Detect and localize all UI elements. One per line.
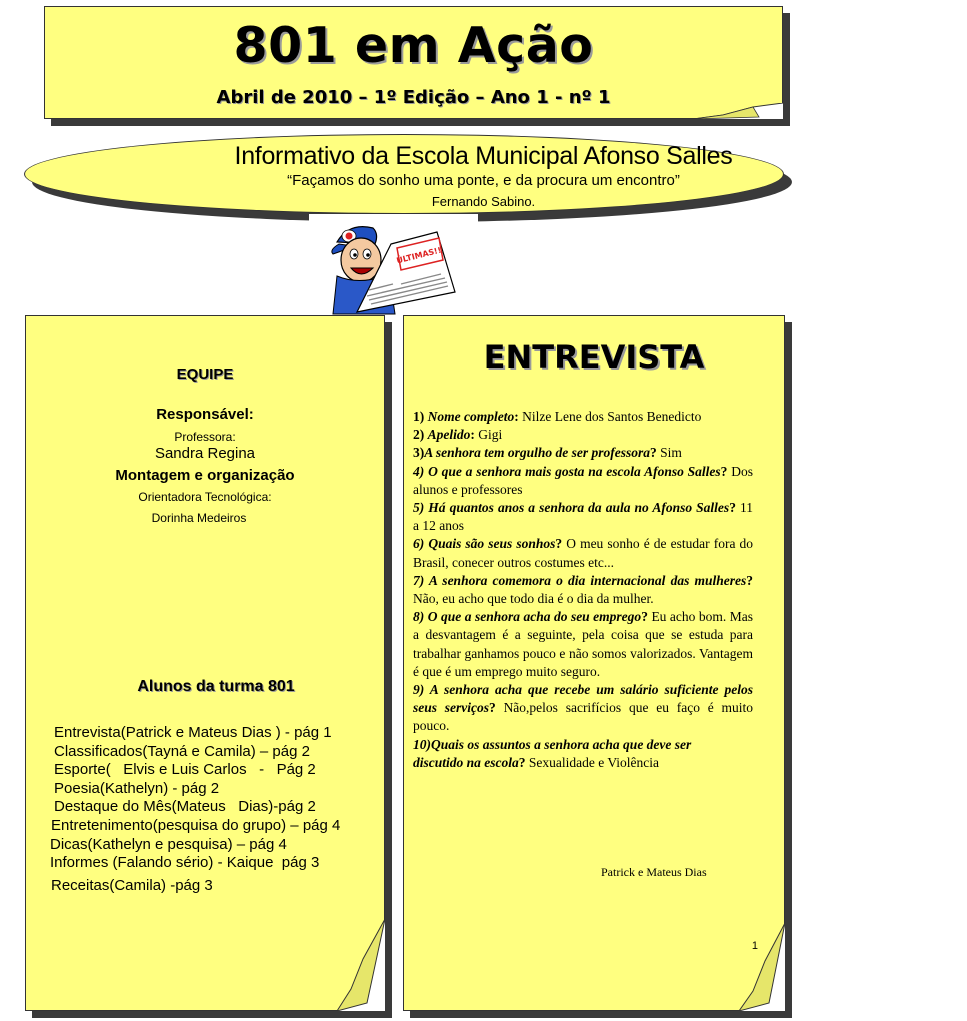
assembly-label: Montagem e organização [115,467,295,484]
page-curl-icon [693,103,783,119]
qa-item: 8) O que a senhora acha do seu emprego? Eu acho bom. Mas a desvantagem é a seguinte, pela coisa que se estuda para trabalhar ganhamos pouco e não somos valorizados. Vantagem é que é um emprego muito seguro. [413,609,754,679]
banner-author: Fernando Sabino. [431,194,536,209]
qa-item: 7) A senhora comemora o dia internacional das mulheres? Não, eu acho que todo dia é o dia da mulher. [413,572,753,607]
team-note [25,315,385,1011]
list-item: Classificados(Tayná e Camila) – pág 2 [54,742,310,760]
list-item: Receitas(Camila) -pág 3 [51,876,213,894]
responsible-label: Responsável: [156,406,254,423]
qa-item: 6) Quais são seus sonhos? O meu sonho é de estudar fora do Brasil, conecer outros costumes etc... [413,536,754,570]
qa-item: 10)Quais os assuntos a senhora acha que deve ser discutido na escola? Sexualidade e Violência [413,736,692,770]
qa-item: 5) Há quantos anos a senhora da aula no Afonso Salles? 11 a 12 anos [413,500,753,534]
interview-body [413,408,753,772]
page-curl-icon [337,919,385,1011]
list-item: Esporte( Elvis e Luis Carlos - Pág 2 [54,761,316,779]
list-item: Entrevista(Patrick e Mateus Dias ) - pág 1 [54,724,332,741]
tech-advisor-label: Orientadora Tecnológica: [138,490,272,504]
list-item: Poesia(Kathelyn) - pág 2 [54,779,220,797]
newsletter-title: 801 em Ação [233,17,594,74]
students-heading: Alunos da turma 801 [137,678,295,695]
banner-title: Informativo da Escola Municipal Afonso Salles [234,142,733,170]
page-curl-icon [739,923,785,1011]
tech-advisor-name: Dorinha Medeiros [151,511,247,525]
teacher-name: Sandra Regina [154,445,256,462]
teacher-label: Professora: [174,430,236,444]
qa-item: 1) Nome completo: Nilze Lene dos Santos Benedicto [413,409,702,424]
list-item: Destaque do Mês(Mateus Dias)-pág 2 [54,798,316,816]
header-note [44,6,783,119]
interview-credit: Patrick e Mateus Dias [601,865,707,879]
team-heading: EQUIPE [176,366,234,383]
newspaper-boy-icon [309,214,478,326]
contents-list [50,724,341,895]
banner-quote: “Façamos do sonho uma ponte, e da procura um encontro” [287,172,680,189]
qa-item: 3)A senhora tem orgulho de ser professora? Sim [413,445,682,461]
edition-subtitle: Abril de 2010 – 1º Edição – Ano 1 - nº 1 [216,87,611,108]
interview-heading: ENTREVISTA [483,338,705,376]
qa-item: 2) Apelido: Gigi [413,427,503,443]
qa-item: 9) A senhora acha que recebe um salário suficiente pelos seus serviços? Não,pelos sacrifícios que eu faço é muito pouco. [413,682,754,734]
interview-note [403,315,785,1011]
newspaper-headline: ÚLTIMAS!! [395,245,443,266]
list-item: Informes (Falando sério) - Kaique pág 3 [50,854,320,872]
page-number: 1 [751,940,758,952]
list-item: Dicas(Kathelyn e pesquisa) – pág 4 [50,835,287,853]
list-item: Entretenimento(pesquisa do grupo) – pág 4 [51,816,341,834]
qa-item: 4) O que a senhora mais gosta na escola Afonso Salles? Dos alunos e professores [413,463,753,497]
